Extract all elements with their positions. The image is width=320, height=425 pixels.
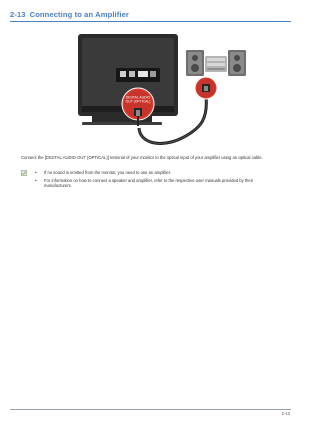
bullet: • [35, 177, 37, 183]
note-text: If no sound is emitted from the monitor, you need to use an amplifier. [44, 170, 172, 175]
title-divider [10, 21, 291, 22]
note-icon [21, 170, 27, 176]
note-text: For information on how to connect a speaker and amplifier, refer to the respective user manuals provided by their manufacturers. [44, 177, 254, 189]
port-label-line1: DIGITAL AUDIO [125, 95, 151, 100]
instruction-text: Connect the [DIGITAL AUDIO OUT (OPTICAL)] terminal of your monitor to the optical input of your amplifier using an optical cable. [21, 155, 263, 160]
note-list [35, 170, 281, 191]
footer-divider [10, 409, 291, 410]
amplifier-port-callout [195, 77, 217, 99]
optical-port [138, 71, 148, 77]
page-title [10, 10, 129, 19]
note-item [35, 170, 281, 176]
page-number: 2-13 [281, 410, 290, 416]
amplifier-connection-illustration [70, 32, 250, 152]
note-item [35, 178, 281, 189]
audio-port [150, 71, 156, 77]
dvi-port [129, 71, 135, 77]
hdmi-port [120, 71, 126, 77]
amplifier-with-speakers [186, 50, 246, 76]
section-title: Connecting to an Amplifier [29, 10, 129, 19]
port-label-line2: OUT (OPTICAL) [125, 99, 151, 104]
section-number: 2-13 [10, 10, 26, 19]
bullet: • [35, 170, 37, 175]
